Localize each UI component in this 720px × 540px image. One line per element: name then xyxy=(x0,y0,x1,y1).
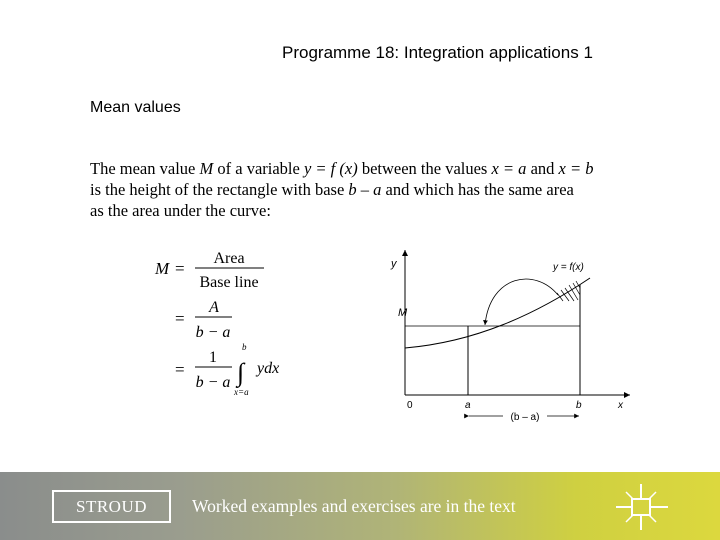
formula-integrand: ydx xyxy=(257,360,280,377)
body-line-2b: and which has the same area xyxy=(381,180,574,199)
formula-b-minus-a-2: b − a xyxy=(195,374,231,391)
body-eq-ba: b – a xyxy=(348,180,382,199)
formula-base-line: Base line xyxy=(199,274,259,291)
body-text-1: The mean value xyxy=(90,159,200,178)
formula-m: M xyxy=(155,259,170,278)
width-label: (b – a) xyxy=(510,412,540,423)
formula-equals-3: = xyxy=(175,360,185,379)
b-label: b xyxy=(576,400,582,411)
formula-b-minus-a-1: b − a xyxy=(195,324,231,341)
footer-bar xyxy=(0,472,720,540)
y-axis-label: y xyxy=(391,258,397,270)
mean-value-diagram xyxy=(385,245,650,430)
body-text-4: and xyxy=(526,159,559,178)
body-eq-xb: x = b xyxy=(558,159,594,178)
body-text-3: between the values xyxy=(357,159,492,178)
formula-a: A xyxy=(209,299,219,316)
stroud-brand: STROUD xyxy=(52,490,171,523)
formula-area: Area xyxy=(213,250,245,267)
curve-label: y = f(x) xyxy=(553,262,584,273)
mean-value-formula xyxy=(150,245,300,400)
formula-lower-limit: x=a xyxy=(234,387,249,397)
body-line-2: is the height of the rectangle with base xyxy=(90,180,349,199)
origin-label: 0 xyxy=(407,400,413,411)
curve-y-fx xyxy=(405,278,590,348)
body-line-3: as the area under the curve: xyxy=(90,201,271,220)
body-paragraph xyxy=(90,158,650,221)
body-eq-y: y = f (x) xyxy=(303,159,358,178)
compass-logo-icon xyxy=(612,482,672,532)
body-eq-xa: x = a xyxy=(491,159,527,178)
a-label: a xyxy=(465,400,471,411)
body-var-m: M xyxy=(199,159,214,178)
hatched-area xyxy=(557,281,580,301)
area-transfer-arrow xyxy=(485,279,558,325)
page-title: Programme 18: Integration applications 1 xyxy=(282,43,593,62)
body-text-2: of a variable xyxy=(213,159,304,178)
formula-equals-1: = xyxy=(175,259,185,278)
formula-equals-2: = xyxy=(175,309,185,328)
footer-text: Worked examples and exercises are in the text xyxy=(192,496,516,516)
formula-one: 1 xyxy=(209,349,217,366)
section-title: Mean values xyxy=(90,99,181,116)
integral-sign: ∫ xyxy=(237,358,245,387)
formula-upper-limit: b xyxy=(242,342,247,352)
x-axis-label: x xyxy=(618,400,623,411)
mean-label: M xyxy=(398,307,408,319)
